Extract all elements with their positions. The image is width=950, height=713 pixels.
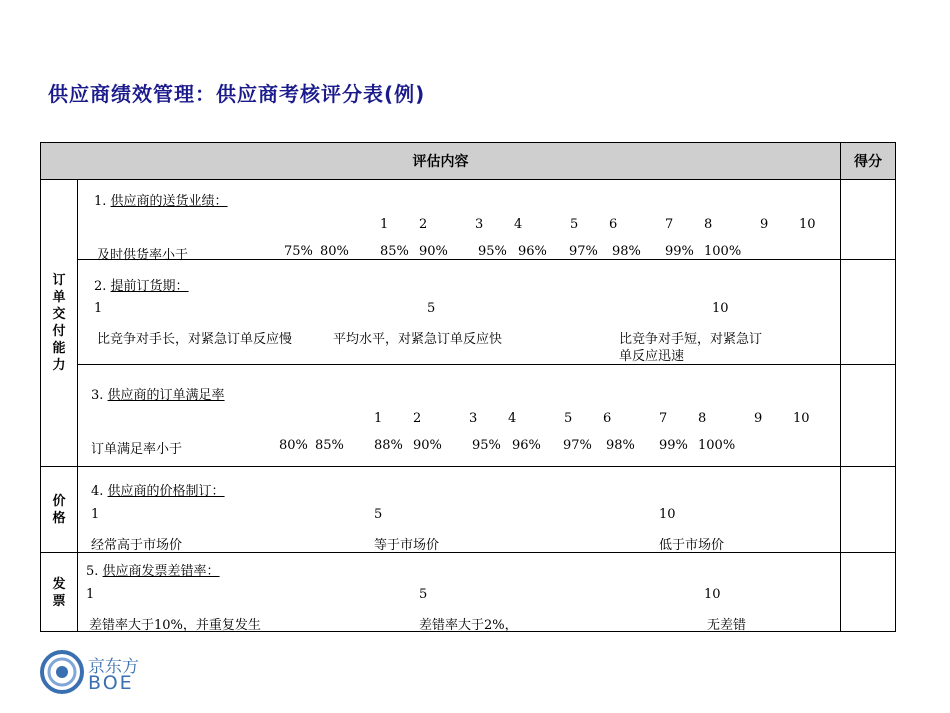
pct-label: 97% (569, 244, 598, 259)
item4-desc-mid: 等于市场价 (374, 538, 440, 553)
score-label: 10 (704, 587, 721, 602)
category-delivery (41, 180, 77, 466)
evaluation-table (40, 142, 896, 632)
score-label: 6 (609, 217, 618, 232)
cat-char: 交 (52, 307, 66, 322)
score-label: 5 (570, 217, 579, 232)
score-label: 10 (659, 507, 676, 522)
score-label: 5 (427, 301, 436, 316)
score-label: 1 (380, 217, 389, 232)
table-header (41, 143, 895, 180)
score-label: 5 (564, 411, 573, 426)
score-label: 1 (94, 301, 103, 316)
pct-label: 85% (380, 244, 409, 259)
score-label: 1 (86, 587, 95, 602)
item2-desc-mid: 平均水平，对紧急订单反应快 (333, 332, 503, 347)
logo-text-cn: 京东方 (88, 657, 139, 677)
score-label: 9 (754, 411, 763, 426)
header-score: 得分 (854, 154, 882, 170)
row-divider (77, 259, 895, 260)
item2-desc-high: 比竞争对手短，对紧急订 (619, 332, 763, 347)
score-label: 10 (799, 217, 816, 232)
score-label: 1 (374, 411, 383, 426)
item3-label: 订单满足率小于 (91, 442, 183, 457)
item2-title: 2. 提前订货期： (94, 279, 189, 294)
item5-title: 5. 供应商发票差错率： (86, 564, 220, 579)
pct-label: 98% (606, 438, 635, 453)
cat-char: 价 (52, 493, 66, 509)
pct-label: 95% (472, 438, 501, 453)
pct-label: 100% (698, 438, 736, 453)
cat-char: 格 (52, 510, 66, 526)
row-divider (41, 466, 895, 467)
pct-label: 100% (704, 244, 742, 259)
pct-label: 96% (512, 438, 541, 453)
pct-label: 98% (612, 244, 641, 259)
item1-label: 及时供货率小于 (97, 248, 189, 263)
item1-title: 1. 供应商的送货业绩： (94, 194, 228, 209)
page-title: 供应商绩效管理：供应商考核评分表(例) (48, 82, 426, 106)
score-label: 8 (704, 217, 713, 232)
pct-label: 90% (413, 438, 442, 453)
item2-desc-low: 比竞争对手长，对紧急订单反应慢 (97, 332, 293, 347)
score-label: 8 (698, 411, 707, 426)
score-label: 2 (419, 217, 428, 232)
header-content: 评估内容 (41, 143, 841, 179)
item4-title: 4. 供应商的价格制订： (91, 484, 225, 499)
pct-label: 99% (659, 438, 688, 453)
score-label: 10 (712, 301, 729, 316)
cat-char: 订 (52, 273, 66, 288)
pct-label: 75% (284, 244, 313, 259)
cat-char: 付 (52, 324, 66, 339)
score-label: 2 (413, 411, 422, 426)
cat-char: 票 (52, 593, 66, 609)
item5-desc-low: 差错率大于10%，并重复发生 (89, 618, 261, 633)
pct-label: 96% (518, 244, 547, 259)
pct-label: 97% (563, 438, 592, 453)
cat-char: 发 (52, 576, 66, 592)
category-price (41, 467, 77, 552)
cat-char: 能 (52, 341, 66, 356)
pct-label: 99% (665, 244, 694, 259)
item2-desc-high-cont: 单反应迅速 (619, 349, 685, 364)
score-label: 4 (514, 217, 523, 232)
score-label: 1 (91, 507, 100, 522)
score-label: 7 (665, 217, 674, 232)
pct-label: 95% (478, 244, 507, 259)
cat-char: 力 (52, 358, 66, 373)
category-invoice (41, 553, 77, 632)
pct-label: 88% (374, 438, 403, 453)
item3-title: 3. 供应商的订单满足率 (91, 388, 225, 403)
score-label: 10 (793, 411, 810, 426)
pct-label: 80% (279, 438, 308, 453)
score-label: 5 (374, 507, 383, 522)
item5-desc-mid: 差错率大于2%， (419, 618, 518, 633)
cat-char: 单 (52, 290, 66, 305)
score-label: 6 (603, 411, 612, 426)
score-label: 3 (475, 217, 484, 232)
pct-label: 80% (320, 244, 349, 259)
item4-desc-low: 经常高于市场价 (91, 538, 183, 553)
item4-desc-high: 低于市场价 (659, 538, 725, 553)
score-label: 4 (508, 411, 517, 426)
score-label: 5 (419, 587, 428, 602)
category-divider (77, 180, 78, 632)
pct-label: 90% (419, 244, 448, 259)
pct-label: 85% (315, 438, 344, 453)
score-divider (840, 180, 841, 632)
score-label: 9 (760, 217, 769, 232)
score-label: 3 (469, 411, 478, 426)
item5-desc-high: 无差错 (707, 618, 747, 633)
row-divider (77, 364, 895, 365)
score-label: 7 (659, 411, 668, 426)
logo-text-en: BOE (88, 672, 134, 694)
